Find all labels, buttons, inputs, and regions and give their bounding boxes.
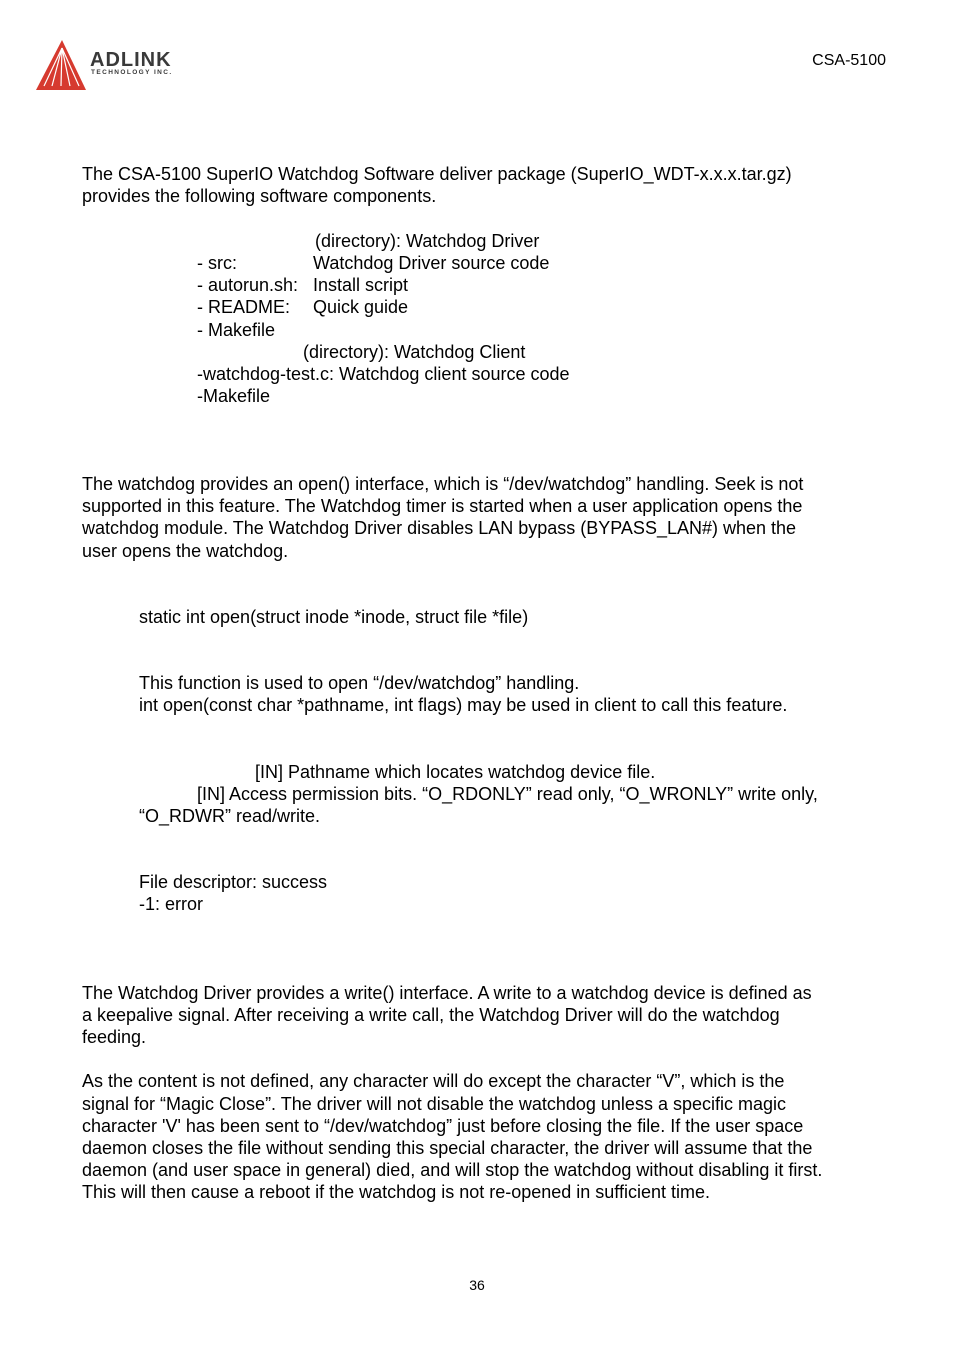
client-directory: (directory): Watchdog Client [303,342,526,362]
open-para-line-3: watchdog module. The Watchdog Driver disables LAN bypass (BYPASS_LAN#) when the [82,518,797,538]
open-param-2a: [IN] Access permission bits. “O_RDONLY” read only, “O_WRONLY” write only, [197,784,818,804]
brand-name: ADLINK [90,49,172,71]
client-source-item: -watchdog-test.c: Watchdog client source code [197,364,570,384]
open-param-2b: “O_RDWR” read/write. [139,806,321,826]
magic-close-line-2: signal for “Magic Close”. The driver will not disable the watchdog unless a specific magic [82,1094,786,1114]
open-para-line-2: supported in this feature. The Watchdog timer is started when a user application opens the [82,496,803,516]
open-param-1: [IN] Pathname which locates watchdog device file. [255,762,656,782]
magic-close-line-3: character 'V' has been sent to “/dev/watchdog” just before closing the file. If the user space [82,1116,804,1136]
driver-directory: (directory): Watchdog Driver [315,231,540,251]
page-number: 36 [469,1277,485,1293]
open-para-line-4: user opens the watchdog. [82,541,289,561]
open-para-line-1: The watchdog provides an open() interface, which is “/dev/watchdog” handling. Seek is not [82,474,804,494]
intro-line-1: The CSA-5100 SuperIO Watchdog Software deliver package (SuperIO_WDT-x.x.x.tar.gz) [82,164,792,184]
open-return-1: File descriptor: success [139,872,328,892]
intro-line-2: provides the following software components. [82,186,437,206]
open-description-2: int open(const char *pathname, int flags) may be used in client to call this feature. [139,695,788,715]
readme-key: - README: [197,297,291,317]
write-para-line-3: feeding. [82,1027,147,1047]
client-makefile-item: -Makefile [197,386,271,406]
open-description-1: This function is used to open “/dev/watchdog” handling. [139,673,580,693]
product-name: CSA-5100 [812,52,886,69]
open-return-2: -1: error [139,894,204,914]
magic-close-line-6: This will then cause a reboot if the watchdog is not re-opened in sufficient time. [82,1182,711,1202]
magic-close-line-1: As the content is not defined, any character will do except the character “V”, which is the [82,1071,785,1091]
autorun-value: Install script [313,275,409,295]
src-key: - src: [197,253,237,273]
readme-value: Quick guide [313,297,409,317]
brand-subtitle: TECHNOLOGY INC. [91,69,173,76]
makefile-item: - Makefile [197,320,276,340]
write-para-line-2: a keepalive signal. After receiving a write call, the Watchdog Driver will do the watchdog [82,1005,780,1025]
magic-close-line-5: daemon (and user space in general) died, and will stop the watchdog without disabling it first. [82,1160,823,1180]
magic-close-line-4: daemon closes the file without sending this special character, the driver will assume that the [82,1138,813,1158]
write-para-line-1: The Watchdog Driver provides a write() interface. A write to a watchdog device is defined as [82,983,812,1003]
open-prototype: static int open(struct inode *inode, struct file *file) [139,607,529,627]
autorun-key: - autorun.sh: [197,275,299,295]
src-value: Watchdog Driver source code [313,253,550,273]
